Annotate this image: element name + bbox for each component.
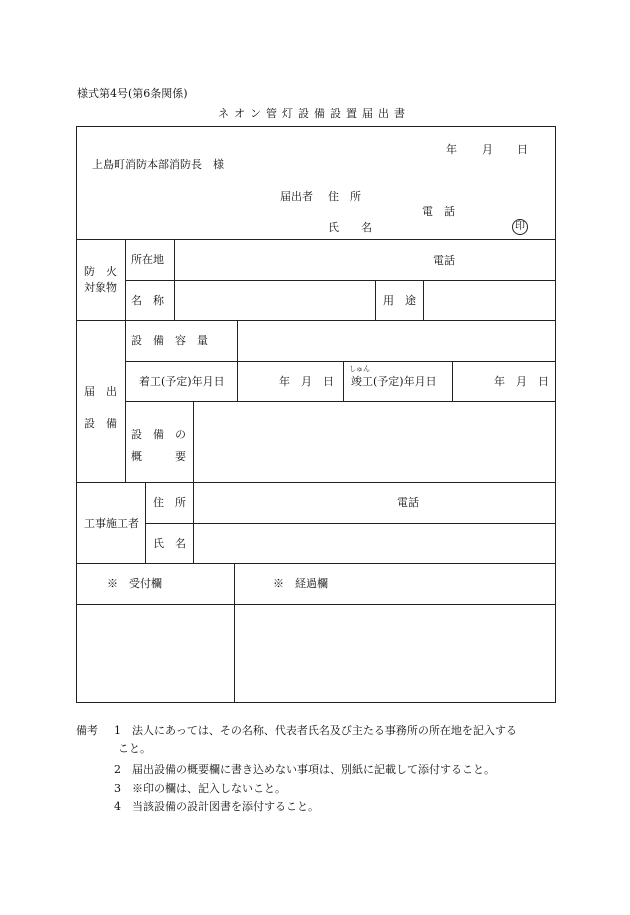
date-year: 年 — [446, 143, 457, 156]
start-date-value: 年 月 日 — [279, 375, 334, 388]
date-day: 日 — [517, 143, 528, 156]
note-1-num: 1 — [114, 724, 121, 737]
summary-label-1: 設 備 の — [131, 428, 186, 441]
date-month: 月 — [482, 143, 493, 156]
completion-date-value: 年 月 日 — [494, 375, 549, 388]
capacity-label: 設 備 容 量 — [131, 334, 208, 347]
note-1-continued: こと。 — [118, 742, 151, 755]
note-3-text: ※印の欄は、記入しないこと。 — [132, 782, 286, 795]
completion-date-label: 竣工(予定)年月日 — [351, 375, 437, 388]
completion-ruby: しゅん — [349, 365, 370, 373]
equipment-section-label-2: 設 備 — [84, 417, 117, 430]
location-label: 所在地 — [131, 253, 164, 266]
applicant-name-label: 氏 名 — [328, 221, 372, 234]
form-label: 様式第4号(第6条関係) — [77, 87, 188, 100]
use-label: 用 途 — [383, 294, 416, 307]
note-2-num: 2 — [114, 763, 121, 776]
contractor-name-label: 氏 名 — [153, 537, 186, 550]
applicant-phone-label: 電 話 — [422, 205, 455, 218]
summary-label-2: 概 要 — [131, 450, 186, 463]
contractor-section-label: 工事施工者 — [84, 517, 139, 530]
contractor-phone-label: 電話 — [397, 496, 419, 509]
applicant-heading: 届出者 — [280, 190, 313, 203]
equipment-section-label-1: 届 出 — [84, 385, 117, 398]
note-3-num: 3 — [114, 782, 121, 795]
contractor-address-label: 住 所 — [153, 496, 186, 509]
target-section-label-2: 対象物 — [84, 281, 117, 294]
receipt-label: ※ 受付欄 — [107, 577, 162, 590]
addressee: 上島町消防本部消防長 様 — [92, 158, 224, 171]
note-2-text: 届出設備の概要欄に書き込めない事項は、別紙に記載して添付すること。 — [132, 763, 495, 776]
seal-mark — [512, 219, 528, 235]
seal-label: 印 — [515, 221, 525, 232]
form-title: ネオン管灯設備設置届出書 — [218, 107, 410, 120]
target-section-label-1: 防 火 — [84, 265, 117, 278]
note-4-text: 当該設備の設計図書を添付すること。 — [132, 800, 319, 813]
note-1-text: 法人にあっては、その名称、代表者氏名及び主たる事務所の所在地を記入する — [132, 724, 517, 737]
process-label: ※ 経過欄 — [273, 577, 328, 590]
start-date-label: 着工(予定)年月日 — [139, 375, 225, 388]
notes-heading: 備考 — [76, 724, 98, 737]
target-phone-label: 電話 — [433, 254, 455, 267]
note-4-num: 4 — [114, 800, 121, 813]
name-label: 名 称 — [131, 294, 164, 307]
applicant-address-label: 住 所 — [328, 190, 361, 203]
